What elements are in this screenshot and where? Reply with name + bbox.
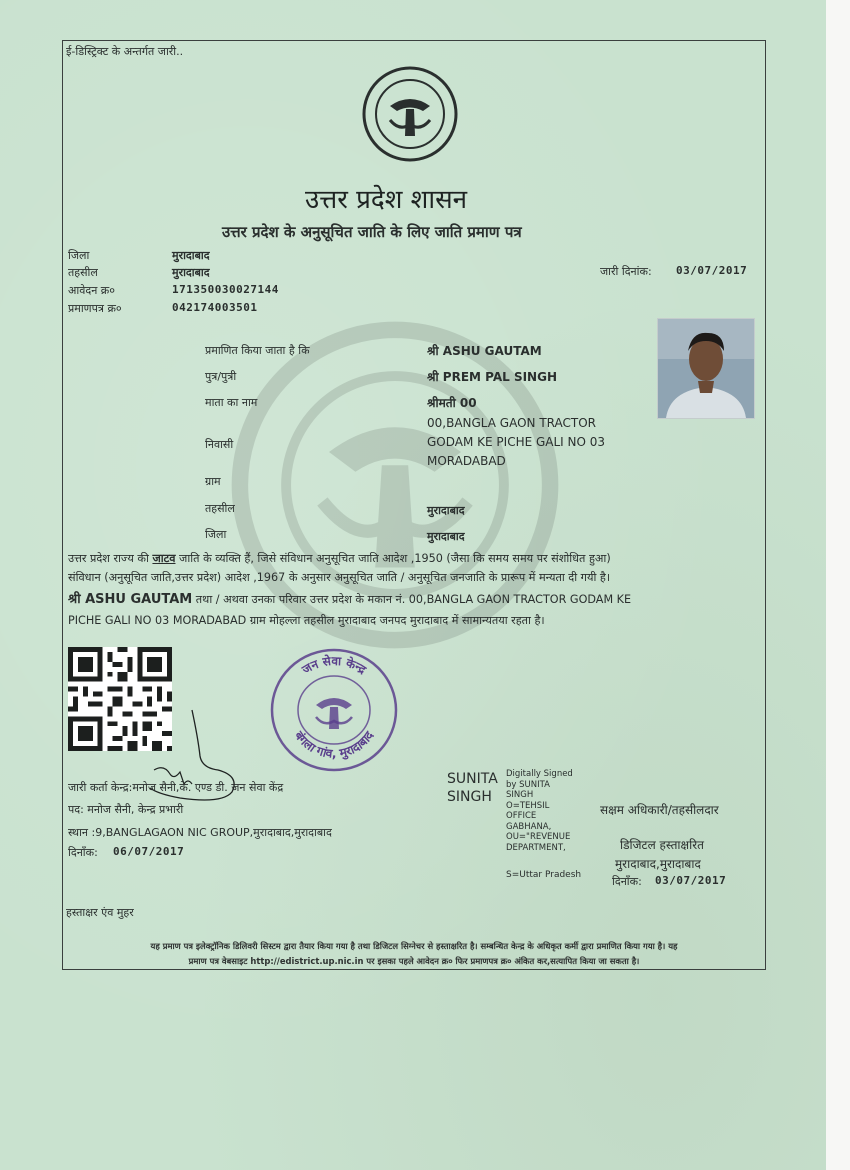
meta-label-tehsil: तहसील xyxy=(68,266,98,279)
sign-seal-label: हस्ताक्षर एंव मुहर xyxy=(66,906,134,919)
applicant-photo xyxy=(657,318,755,419)
detail-value-name: श्री ASHU GAUTAM xyxy=(427,344,542,358)
page-title: उत्तर प्रदेश शासन xyxy=(305,185,468,215)
meta-value-certificate-no: 042174003501 xyxy=(172,301,258,314)
body-line-4: PICHE GALI NO 03 MORADABAD ग्राम मोहल्ला तहसील मुरादाबाद जनपद मुरादाबाद में सामान्यतया रहता है। xyxy=(68,614,545,627)
detail-address-line-1: 00,BANGLA GAON TRACTOR xyxy=(427,416,596,430)
digital-signature-state: S=Uttar Pradesh xyxy=(506,870,582,880)
authority-digital-signed: डिजिटल हस्ताक्षरित xyxy=(620,838,704,852)
issuer-line-1: जारी कर्ता केन्द्र:मनोज सैनी,के. एण्ड डी. जन सेवा केंद्र xyxy=(68,781,284,794)
detail-value-mother: श्रीमती 00 xyxy=(427,396,477,410)
issuer-date-label: दिनाँक: xyxy=(68,846,98,859)
authority-date-label: दिनाँक: xyxy=(612,875,642,888)
detail-label-tehsil: तहसील xyxy=(205,502,235,515)
footer-line-2: प्रमाण पत्र वेबसाइट http://edistrict.up.nic.in पर इसका पहले आवेदन क्र० फिर प्रमाणपत्र क्र० अंकित कर,सत्यापित किया जा सकता है। xyxy=(188,956,640,966)
authority-title: सक्षम अधिकारी/तहसीलदार xyxy=(600,803,719,817)
svg-text:बंगला गांव, मुरादाबाद: बंगला गांव, मुरादाबाद xyxy=(291,728,377,761)
detail-address-line-3: MORADABAD xyxy=(427,454,506,468)
body-line-3: श्री ASHU GAUTAM तथा / अथवा उनका परिवार उत्तर प्रदेश के मकान नं. 00,BANGLA GAON TRACTOR GODAM KE xyxy=(68,592,632,607)
meta-value-tehsil: मुरादाबाद xyxy=(172,266,210,279)
meta-value-application-no: 171350030027144 xyxy=(172,283,279,296)
meta-label-application-no: आवेदन क्र० xyxy=(68,284,115,297)
detail-label-certified: प्रमाणित किया जाता है कि xyxy=(205,344,310,357)
issue-date: 03/07/2017 xyxy=(676,264,748,277)
detail-label-village: ग्राम xyxy=(205,475,221,488)
authority-place: मुरादाबाद,मुरादाबाद xyxy=(615,857,701,871)
detail-value-tehsil: मुरादाबाद xyxy=(427,504,465,517)
svg-text:जन सेवा केन्द्र: जन सेवा केन्द्र xyxy=(299,653,369,677)
issuer-date: 06/07/2017 xyxy=(113,845,185,858)
body-applicant-name: श्री ASHU GAUTAM xyxy=(68,592,193,607)
issuer-line-3: स्थान :9,BANGLAGAON NIC GROUP,मुरादाबाद,मुरादाबाद xyxy=(68,826,332,839)
scan-edge xyxy=(826,0,850,1170)
detail-label-son-daughter: पुत्र/पुत्री xyxy=(205,370,237,383)
digital-signature-name: SUNITA SINGH xyxy=(447,771,498,805)
meta-value-district: मुरादाबाद xyxy=(172,249,210,262)
up-government-seal xyxy=(360,64,460,164)
footer-line-1: यह प्रमाण पत्र इलेक्ट्रॉनिक डिलिवरी सिस्टम द्वारा तैयार किया गया है तथा डिजिटल सिग्नेचर से हस्ताक्षरित है। सम्बन्धित केन्द्र के अधिकृत कर्मी द्वारा प्रमाणित किया गया है। यह xyxy=(150,941,678,951)
digital-signature-details: Digitally Signed by SUNITA SINGH O=TEHSIL OFFICE GABHANA, OU="REVENUE DEPARTMENT, xyxy=(506,769,573,853)
detail-label-mother: माता का नाम xyxy=(205,396,258,409)
page-subtitle: उत्तर प्रदेश के अनुसूचित जाति के लिए जाति प्रमाण पत्र xyxy=(222,223,522,241)
body-line-2: संविधान (अनुसूचित जाति,उत्तर प्रदेश) आदेश ,1967 के अनुसार अनुसूचित जाति / अनुसूचित जनजाति के प्रारूप में मन्यता दी गयी है। xyxy=(68,571,611,584)
detail-address-line-2: GODAM KE PICHE GALI NO 03 xyxy=(427,435,606,449)
detail-value-district: मुरादाबाद xyxy=(427,530,465,543)
detail-label-resident: निवासी xyxy=(205,438,234,451)
authority-date: 03/07/2017 xyxy=(655,874,727,887)
jan-seva-kendra-stamp xyxy=(268,645,400,775)
header-note: ई-डिस्ट्रिक्ट के अन्तर्गत जारी.. xyxy=(66,45,184,58)
issue-date-label: जारी दिनांक: xyxy=(600,265,652,278)
meta-label-certificate-no: प्रमाणपत्र क्र० xyxy=(68,302,122,315)
issuer-line-2: पद: मनोज सैनी, केन्द्र प्रभारी xyxy=(68,803,184,816)
detail-label-district: जिला xyxy=(205,528,227,541)
meta-label-district: जिला xyxy=(68,249,90,262)
body-line-1: उत्तर प्रदेश राज्य की जाटव जाति के व्यक्ति हैं, जिसे संविधान अनुसूचित जाति आदेश ,1950 (जैसा कि समय समय पर संशोधित हुआ) xyxy=(68,552,611,565)
caste-name: जाटव xyxy=(152,552,176,565)
detail-value-father: श्री PREM PAL SINGH xyxy=(427,370,557,384)
